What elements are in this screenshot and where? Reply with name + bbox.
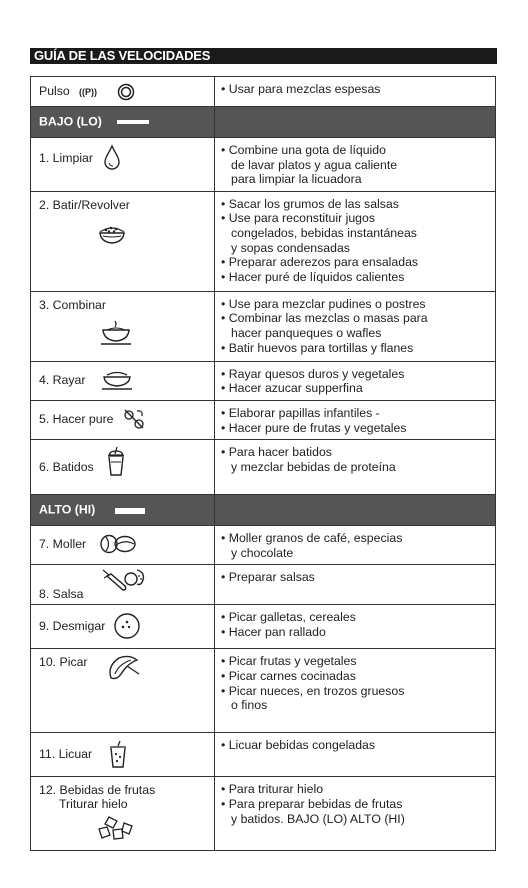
table-row: [31, 440, 496, 495]
desc-line: de lavar platos y agua caliente: [231, 157, 398, 172]
row-label: 3. Combinar: [39, 297, 106, 312]
desc-line: • Para hacer batidos: [221, 445, 332, 460]
pulse-dial-icon: [117, 83, 135, 101]
speed-guide-table: [30, 76, 496, 851]
section-header-low: [31, 107, 496, 138]
table-row: [31, 526, 496, 565]
cheese-bowl-icon: [101, 367, 133, 391]
puree-icon: [121, 406, 147, 432]
frozen-drink-icon: [107, 740, 129, 770]
desc-line: y mezclar bebidas de proteína: [231, 459, 396, 474]
desc-line: • Picar carnes cocinadas: [221, 668, 356, 683]
row-label: 12. Bebidas de frutas: [39, 783, 156, 798]
section-header-high: [31, 495, 496, 526]
desc-line: • Hacer azucar supperfina: [221, 381, 363, 396]
row-label: Pulso: [39, 84, 70, 98]
section-label-low: BAJO (LO): [39, 114, 102, 129]
desc-line: y chocolate: [231, 545, 294, 560]
desc-line: • Rayar quesos duros y vegetales: [221, 366, 405, 381]
desc-line: • Hacer puré de líquidos calientes: [221, 269, 405, 284]
desc-line: • Preparar salsas: [221, 570, 315, 585]
desc-line: • Use para mezclar pudines o postres: [221, 296, 426, 311]
row-description: [215, 77, 496, 107]
row-label: 8. Salsa: [39, 587, 84, 602]
desc-line: • Moller granos de café, especias: [221, 531, 403, 546]
desc-line: y batidos. BAJO (LO) ALTO (HI): [231, 811, 405, 826]
page-title: GUÍA DE LAS VELOCIDADES: [30, 48, 497, 64]
row-label-cell: [31, 77, 215, 107]
mixing-bowl-icon: [99, 318, 133, 348]
table-row: [31, 400, 496, 439]
shake-cup-icon: [105, 446, 127, 478]
row-label: 10. Picar: [39, 655, 88, 670]
row-label: 7. Moller: [39, 537, 87, 552]
row-label: 11. Licuar: [39, 747, 93, 762]
table-row: [31, 191, 496, 291]
coffee-beans-icon: [99, 533, 137, 555]
desc-line: para limpiar la licuadora: [231, 172, 362, 187]
desc-line: • Picar frutas y vegetales: [221, 654, 357, 669]
table-row: [31, 565, 496, 605]
desc-line: • Picar nueces, en trozos gruesos: [221, 683, 405, 698]
desc-line: • Elaborar papillas infantiles -: [221, 405, 380, 420]
high-speed-bar-icon: [115, 508, 145, 514]
section-label-high: ALTO (HI): [39, 502, 96, 517]
pulse-signal-icon: ((P)): [79, 87, 97, 97]
desc-line: congelados, bebidas instantáneas: [231, 225, 417, 240]
cookie-icon: [113, 612, 141, 640]
chopped-food-icon: [105, 652, 141, 682]
row-label-secondary: Triturar hielo: [59, 797, 128, 812]
table-row: [31, 361, 496, 400]
table-row: [31, 649, 496, 733]
row-label: 5. Hacer pure: [39, 411, 114, 426]
ice-cubes-icon: [97, 815, 137, 843]
water-drop-icon: [103, 144, 121, 170]
desc-line: • Hacer pan rallado: [221, 624, 326, 639]
row-label: 2. Batir/Revolver: [39, 197, 130, 212]
table-row: [31, 138, 496, 192]
row-label: 4. Rayar: [39, 372, 86, 387]
table-row: [31, 291, 496, 361]
desc-line: • Hacer pure de frutas y vegetales: [221, 420, 407, 435]
vegetables-icon: [99, 566, 147, 596]
desc-line: • Sacar los grumos de las salsas: [221, 196, 399, 211]
table-row: [31, 733, 496, 777]
desc-line: y sopas condensadas: [231, 240, 350, 255]
row-label: 6. Batidos: [39, 460, 94, 475]
desc-line: hacer panqueques o wafles: [231, 325, 382, 340]
desc-line: • Combine una gota de líquido: [221, 143, 386, 157]
desc-line: • Combinar las mezclas o masas para: [221, 311, 428, 326]
row-label: 1. Limpiar: [39, 151, 93, 165]
desc-line: • Para triturar hielo: [221, 782, 324, 797]
desc-line: • Use para reconstituir jugos: [221, 211, 375, 226]
desc-line: • Usar para mezclas espesas: [221, 82, 381, 96]
desc-line: • Picar galletas, cereales: [221, 610, 356, 625]
table-row: [31, 777, 496, 851]
desc-line: • Batir huevos para tortillas y flanes: [221, 340, 414, 355]
low-speed-bar-icon: [117, 120, 149, 124]
desc-line: • Licuar bebidas congeladas: [221, 738, 376, 753]
desc-line: • Para preparar bebidas de frutas: [221, 796, 403, 811]
table-row: [31, 605, 496, 649]
row-label: 9. Desmigar: [39, 619, 106, 634]
desc-line: o finos: [231, 698, 268, 713]
bowl-icon: [97, 222, 127, 246]
table-row-pulse: [31, 77, 496, 107]
desc-line: • Preparar aderezos para ensaladas: [221, 255, 419, 270]
